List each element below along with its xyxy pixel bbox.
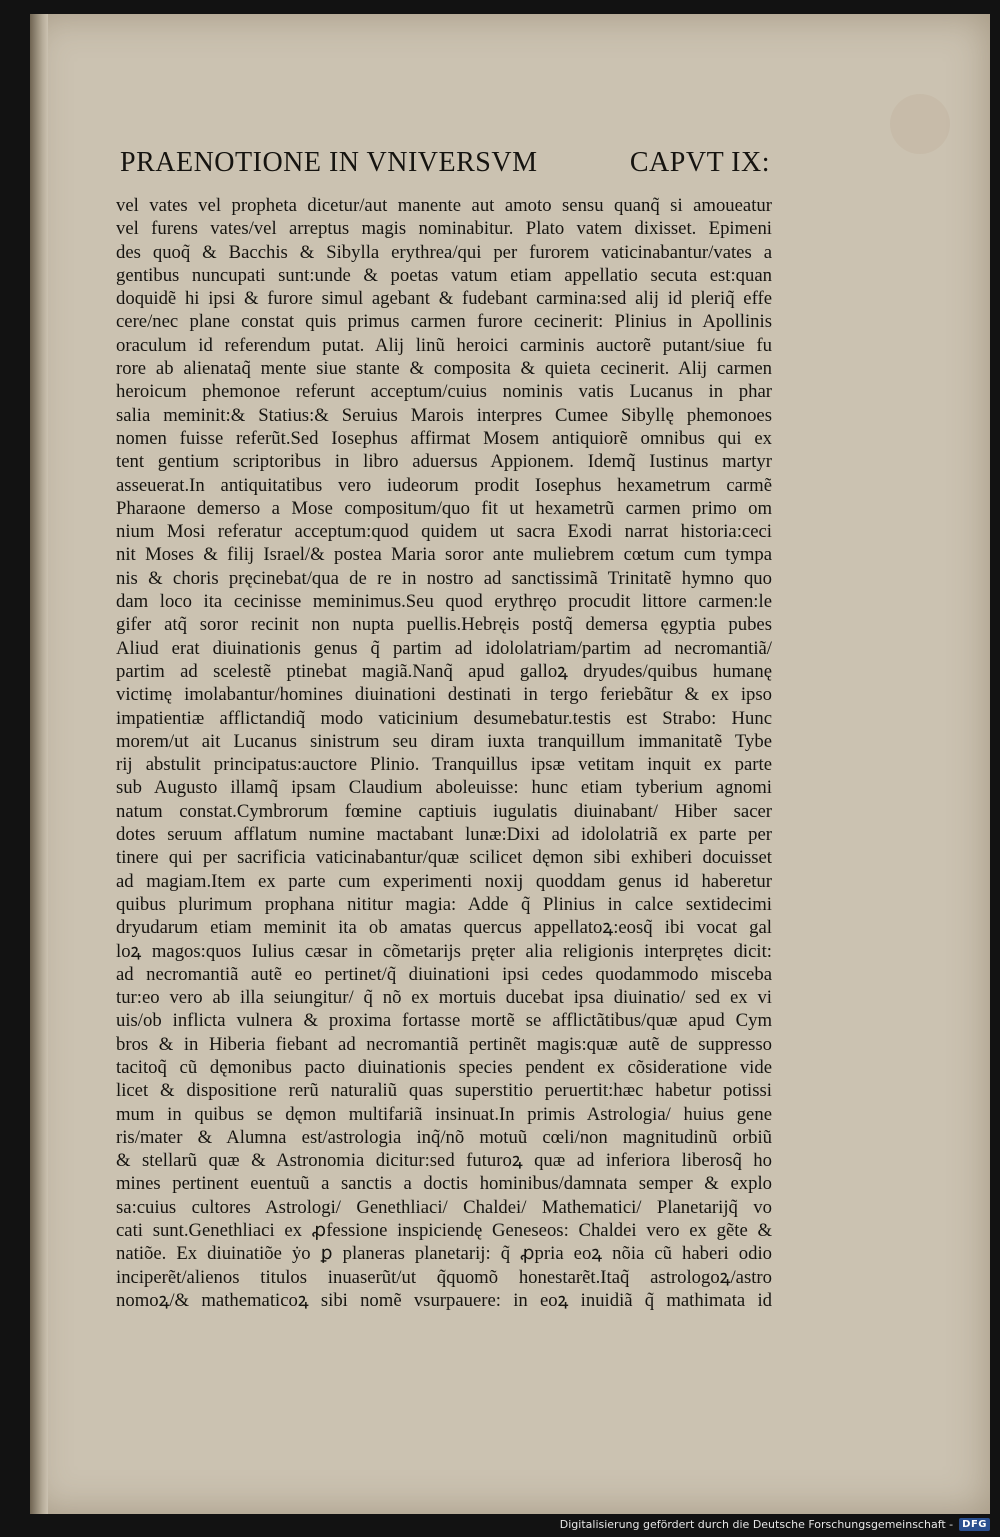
text-line: inciperẽt/alienos titulos inuaserũt/ut q̃quomõ honestarẽt.Itaq̃ astrologoꝝ/astro <box>116 1266 772 1288</box>
text-line: salia meminit:& Statius:& Seruius Marois interpres Cumee Sibyllę phemonoes <box>116 404 772 426</box>
text-line: asseuerat.In antiquitatibus vero iudeorum prodit Iosephus hexametrum carmẽ <box>116 474 772 496</box>
text-line: loꝝ magos:quos Iulius cæsar in cõmetarijs pręter alia religionis interprętes dicit: <box>116 940 772 962</box>
text-line: cere/nec plane constat quis primus carmen furore cecinerit: Plinius in Apollinis <box>116 311 772 333</box>
text-line: des quoq̃ & Bacchis & Sibylla erythrea/qui per furorem vaticinabantur/vates a <box>116 241 772 263</box>
text-line: nit Moses & filij Israel/& postea Maria soror ante muliebrem cœtum cum tympa <box>116 544 772 566</box>
text-line: ris/mater & Alumna est/astrologia inq̃/nõ motuũ cœli/non magnitudinũ orbiũ <box>116 1126 772 1148</box>
text-line: oraculum id referendum putat. Alij linũ heroici carminis auctorẽ putant/siue fu <box>116 334 772 356</box>
text-line: tent gentium scriptoribus in libro aduersus Appionem. Idemq̃ Iustinus martyr <box>116 451 772 473</box>
text-line: cati sunt.Genethliaci ex ꝓfessione inspiciendę Geneseos: Chaldei vero ex gẽte & <box>116 1220 772 1242</box>
text-block <box>116 194 772 1312</box>
text-line: & stellarũ quæ & Astronomia dicitur:sed futuroꝝ quæ ad inferiora liberosq̃ ho <box>116 1150 772 1172</box>
page-gutter-shadow <box>30 14 48 1514</box>
running-header-title: PRAENOTIONE IN VNIVERSVM <box>120 147 538 178</box>
text-line: sub Augusto illamq̃ ipsam Claudium aboleuisse: hunc etiam tyberium agnomi <box>116 777 772 799</box>
text-line: rore ab alienataq̃ mente siue stante & composita & quieta cecinerit. Alij carmen <box>116 358 772 380</box>
text-line: sa:cuius cultores Astrologi/ Genethliaci/ Chaldei/ Mathematici/ Planetarijq̃ vo <box>116 1196 772 1218</box>
digitization-credit <box>560 1518 990 1531</box>
text-line: partim ad scelestẽ ptinebat magiã.Nanq̃ apud galloꝝ dryudes/quibus humanę <box>116 660 772 682</box>
text-line: ad necromantiã autẽ eo pertinet/q̃ diuinationi ipsi cedes quodammodo misceba <box>116 963 772 985</box>
credit-text: Digitalisierung gefördert durch die Deutsche Forschungsgemeinschaft - <box>559 1518 954 1531</box>
running-header <box>120 146 770 180</box>
text-line: Aliud erat diuinationis genus q̃ partim ad idololatriam/partim ad necromantiã/ <box>116 637 772 659</box>
text-line: bros & in Hiberia fiebant ad necromantiã pertinẽt magis:quæ autẽ de suppresso <box>116 1033 772 1055</box>
text-line: dam loco ita cecinisse meminimus.Seu quod erythręo procudit littore carmen:le <box>116 591 772 613</box>
dfg-logo-icon: DFG <box>959 1518 990 1531</box>
text-line: tinere qui per sacrificia vaticinabantur/quæ scilicet dęmon sibi exhiberi docuisset <box>116 847 772 869</box>
text-line: quibus plurimum prophana nititur magia: Adde q̃ Plinius in calce sextidecimi <box>116 893 772 915</box>
text-line: nium Mosi referatur acceptum:quod quidem ut sacra Exodi narrat historia:ceci <box>116 521 772 543</box>
text-line: vel furens vates/vel arreptus magis nominabitur. Plato vatem dixisset. Epimeni <box>116 218 772 240</box>
text-line: rij abstulit principatus:auctore Plinio. Tranquillus ipsæ vetitam inquit ex parte <box>116 754 772 776</box>
text-line: dotes seruum afflatum numine mactabant lunæ:Dixi ad idololatriã ex parte per <box>116 824 772 846</box>
text-line: mines pertinent euentuũ a sanctis a doctis hominibus/damnata semper & explo <box>116 1173 772 1195</box>
text-line: morem/ut ait Lucanus sinistrum seu diram iuxta tranquillum immanitatẽ Tybe <box>116 730 772 752</box>
text-line: nomen fuisse referũt.Sed Iosephus affirmat Mosem antiquiorẽ omnibus qui ex <box>116 427 772 449</box>
text-line: gifer atq̃ soror recinit non nupta puellis.Hebręis postq̃ demersa ęgyptia pubes <box>116 614 772 636</box>
paper-stain <box>890 94 950 154</box>
text-line: mum in quibus se dęmon multifariã insinuat.In primis Astrologia/ huius gene <box>116 1103 772 1125</box>
text-line: uis/ob inflicta vulnera & proxima fortasse mortẽ se afflictãtibus/quæ apud Cym <box>116 1010 772 1032</box>
text-line: impatientiæ afflictandiq̃ modo vaticinium desumebatur.testis est Strabo: Hunc <box>116 707 772 729</box>
text-line: heroicum phemonoe referunt acceptum/cuius nominis vatis Lucanus in phar <box>116 381 772 403</box>
text-line: nomoꝝ/& mathematicoꝝ sibi nomẽ vsurpauere: in eoꝝ inuidiã q̃ mathimata id <box>116 1289 772 1311</box>
book-page <box>30 14 990 1514</box>
text-line: natiõe. Ex diuinatiõe ẏo ꝑ planeras planetarij: q̃ ꝓpria eoꝝ nõia cũ haberi odio <box>116 1243 772 1265</box>
text-line: licet & dispositione rerũ naturaliũ quas superstitio peruertit:hæc habetur potissi <box>116 1080 772 1102</box>
text-line: vel vates vel propheta dicetur/aut manente aut amoto sensu quanq̃ si amoueatur <box>116 195 772 216</box>
text-line: nis & choris pręcinebat/qua de re in nostro ad sanctissimã Trinitatẽ hymno quo <box>116 567 772 589</box>
text-line: ad magiam.Item ex parte cum experimenti noxij quoddam genus id haberetur <box>116 870 772 892</box>
text-line: gentibus nuncupati sunt:unde & poetas vatum etiam appellatio secuta est:quan <box>116 264 772 286</box>
text-line: victimę imolabantur/homines diuinationi destinati in tergo feriebãtur & ex ipso <box>116 684 772 706</box>
chapter-heading: CAPVT IX: <box>629 147 770 178</box>
text-line: tur:eo vero ab illa seiungitur/ q̃ nõ ex mortuis ducebat ipsa diuinatio/ sed ex vi <box>116 987 772 1009</box>
text-line: dryudarum etiam meminit ita ob amatas quercus appellatoꝝ:eosq̃ ibi vocat gal <box>116 917 772 939</box>
text-line: tacitoq̃ cũ dęmonibus pacto diuinationis species pendent ex cõsideratione vide <box>116 1056 772 1078</box>
text-line: natum constat.Cymbrorum fœmine captiuis iugulatis diuinabant/ Hiber sacer <box>116 800 772 822</box>
text-line: Pharaone demerso a Mose compositum/quo fit ut hexametrũ carmen primo om <box>116 497 772 519</box>
text-line: doquidẽ hi ipsi & furore simul agebant & fudebant carmina:sed alij id pleriq̃ effe <box>116 288 772 310</box>
